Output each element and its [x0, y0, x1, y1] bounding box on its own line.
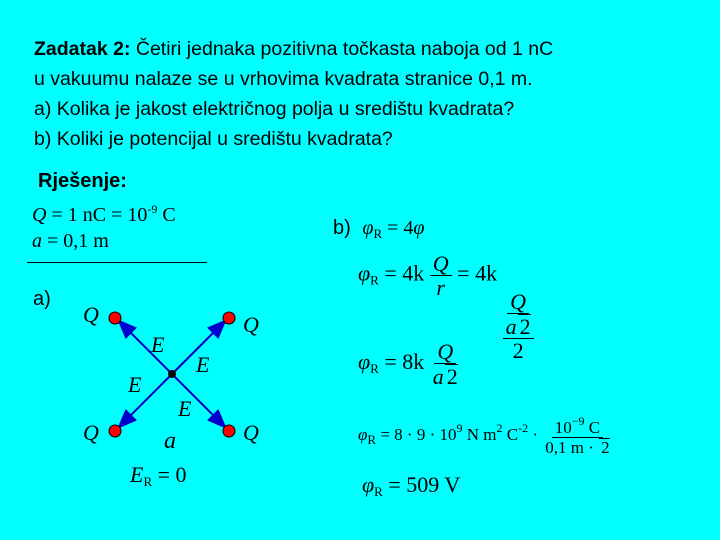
field-label-3: E: [128, 372, 142, 397]
charge-label-tr: Q: [243, 312, 259, 337]
charge-bottom-right: [223, 425, 235, 437]
part-b-label: b): [333, 217, 351, 239]
field-label-1: E: [151, 332, 165, 357]
equation-phi-numeric: $\varphi_R = 8 \cdot 9 \cdot 10^9$ N $m^2$ $C^{-2}$ · $\frac{10^{-9} C}{0,1 m \cdot 2}$: [358, 414, 610, 457]
charge-label-tl: Q: [83, 302, 99, 327]
equation-phi-8k: $\varphi_R = 8k$ $\frac{Q}{a 2}$: [358, 339, 458, 390]
solution-heading: Rješenje:: [38, 170, 127, 192]
task-line-3: a) Kolika je jakost električnog polja u središtu kvadrata?: [34, 98, 515, 120]
given-side: a = 0,1 m: [32, 230, 109, 252]
result-field: $E_R = 0$: [130, 462, 187, 489]
part-b-header: b) $\varphi_R = 4\varphi$: [333, 217, 425, 241]
result-potential: $\varphi_R = 509$ V: [362, 472, 461, 499]
part-a-label: a): [33, 288, 51, 310]
field-label-4: E: [178, 396, 192, 421]
task-line-2: u vakuumu nalaze se u vrhovima kvadrata stranice 0,1 m.: [34, 68, 533, 90]
task-label: Zadatak 2:: [34, 38, 131, 60]
equation-phi-sum: $\varphi_R = 4k$ $\frac{Q}{r}$ = 4k Q a 2 2: [358, 252, 534, 362]
charge-label-bl: Q: [83, 420, 99, 445]
charge-top-right: [223, 312, 235, 324]
center-point: [168, 370, 176, 378]
given-charge: Q = 1 nC = $10^{-9}$ C: [32, 202, 176, 226]
charge-label-br: Q: [243, 420, 259, 445]
side-label: a: [164, 428, 176, 454]
field-label-2: E: [196, 352, 210, 377]
task-line-1: Četiri jednaka pozitivna točkasta naboja od 1 nC: [130, 38, 554, 60]
task-line-4: b) Koliki je potencijal u središtu kvadrata?: [34, 128, 393, 150]
charge-bottom-left: [109, 425, 121, 437]
charge-top-left: [109, 312, 121, 324]
